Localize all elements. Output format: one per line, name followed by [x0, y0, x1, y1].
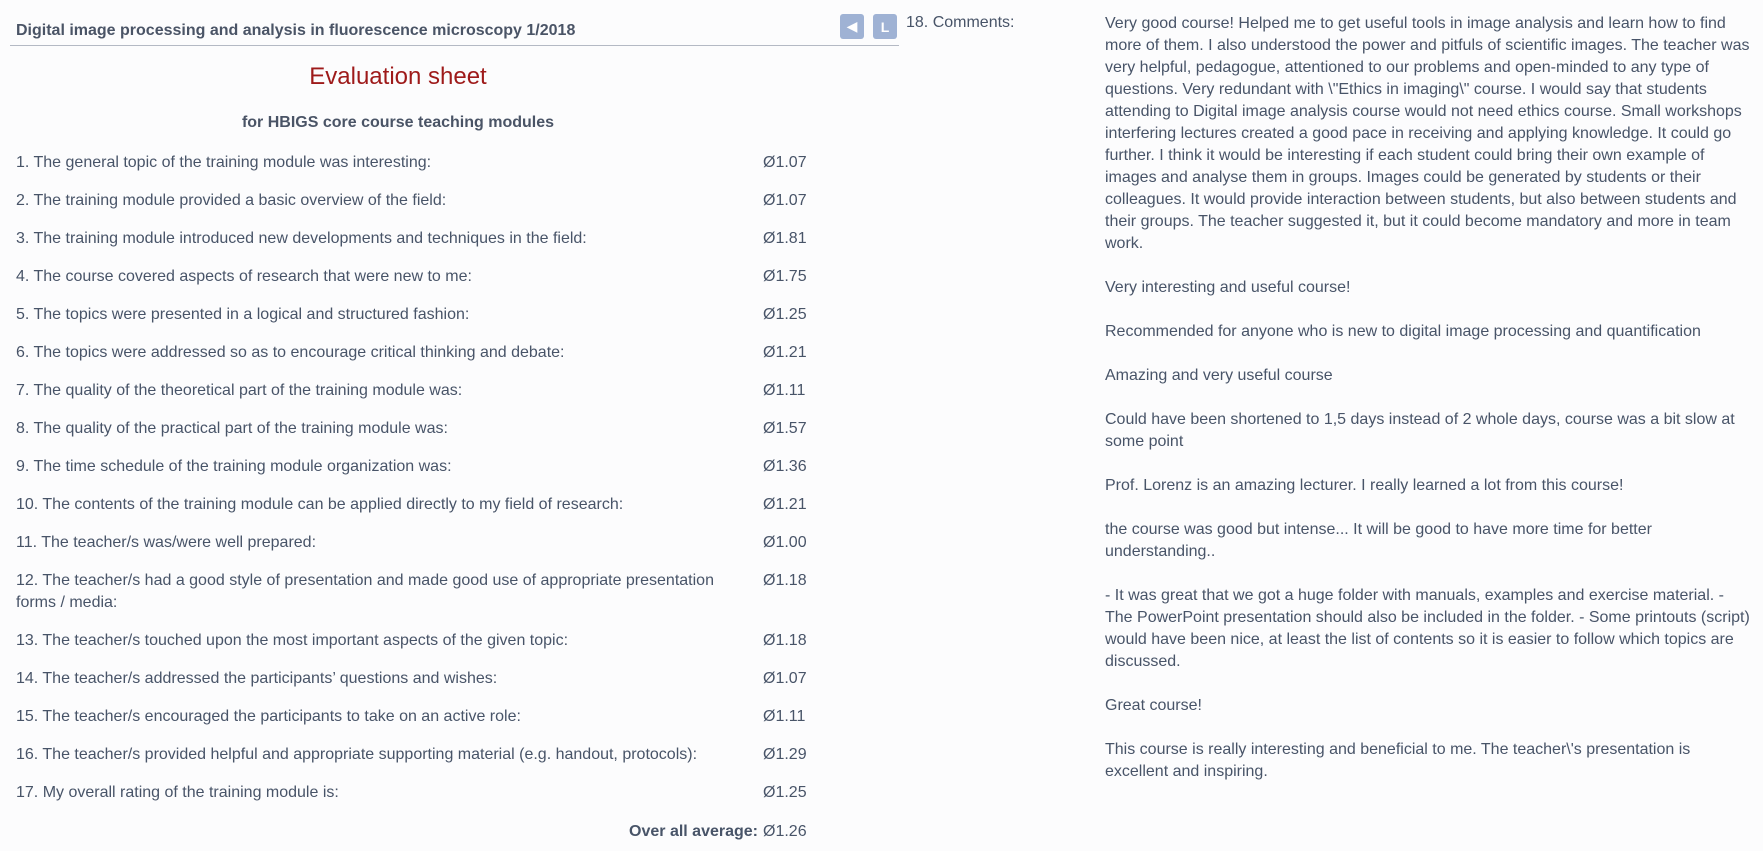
question-text: 13. The teacher/s touched upon the most important aspects of the given topic:	[16, 632, 569, 649]
triangle-left-icon: ◀	[846, 18, 858, 34]
question-score: Ø1.07	[763, 192, 807, 209]
question-score: Ø1.36	[763, 458, 807, 475]
question-text: 9. The time schedule of the training module organization was:	[16, 458, 452, 475]
question-score: Ø1.29	[763, 746, 807, 763]
question-text: 4. The course covered aspects of research that were new to me:	[16, 268, 472, 285]
question-text: 8. The quality of the practical part of the training module was:	[16, 420, 448, 437]
comments-list	[1105, 13, 1750, 805]
comment-item: Recommended for anyone who is new to digital image processing and quantification	[1105, 323, 1701, 340]
comment-item: Prof. Lorenz is an amazing lecturer. I really learned a lot from this course!	[1105, 477, 1624, 494]
comment-item: Amazing and very useful course	[1105, 367, 1333, 384]
question-score: Ø1.07	[763, 670, 807, 687]
last-page-button[interactable]: L	[873, 14, 897, 39]
question-text: 11. The teacher/s was/were well prepared:	[16, 534, 317, 551]
question-text: 6. The topics were addressed so as to encourage critical thinking and debate:	[16, 344, 565, 361]
question-score: Ø1.75	[763, 268, 807, 285]
question-score: Ø1.81	[763, 230, 807, 247]
question-score: Ø1.11	[763, 382, 806, 399]
evaluation-sheet-panel	[10, 0, 900, 851]
course-title: Digital image processing and analysis in fluorescence microscopy 1/2018	[16, 22, 576, 39]
question-text: 5. The topics were presented in a logical and structured fashion:	[16, 306, 470, 323]
question-text: 12. The teacher/s had a good style of presentation and made good use of appropriate presentation forms / media:	[16, 572, 714, 611]
question-text: 2. The training module provided a basic overview of the field:	[16, 192, 447, 209]
comment-item: the course was good but intense... It will be good to have more time for better understanding..	[1105, 521, 1652, 560]
question-text: 16. The teacher/s provided helpful and appropriate supporting material (e.g. handout, protocols):	[16, 746, 698, 763]
comment-item: - It was great that we got a huge folder with manuals, examples and exercise material. - The PowerPoint presentation should also be included in the folder. - Some printouts (script) would have been nice, at least the list of contents so it is easier to follow which topics are discussed.	[1105, 587, 1750, 670]
question-score: Ø1.18	[763, 572, 807, 589]
comment-item: Very interesting and useful course!	[1105, 279, 1351, 296]
question-score: Ø1.07	[763, 154, 807, 171]
question-score: Ø1.25	[763, 784, 807, 801]
comment-item: Great course!	[1105, 697, 1202, 714]
question-text: 14. The teacher/s addressed the participants’ questions and wishes:	[16, 670, 498, 687]
comments-label: 18. Comments:	[906, 14, 1015, 31]
comment-item: Could have been shortened to 1,5 days instead of 2 whole days, course was a bit slow at some point	[1105, 411, 1735, 450]
question-score: Ø1.21	[763, 344, 807, 361]
previous-page-button[interactable]	[840, 14, 864, 39]
question-text: 17. My overall rating of the training module is:	[16, 784, 339, 801]
page-subtitle: for HBIGS core course teaching modules	[241, 114, 555, 131]
question-text: 10. The contents of the training module can be applied directly to my field of research:	[16, 496, 624, 513]
question-score: Ø1.18	[763, 632, 807, 649]
comment-item: Very good course! Helped me to get useful tools in image analysis and learn how to find more of them. I also understood the power and pitfuls of scientific images. The teacher was very helpful, pedagogue, attentioned to our problems and open-minded to any type of questions. Very redundant with \"Ethics in imaging\" course. I would say that students attending to Digital image analysis course would not need ethics course. Small workshops interfering lectures created a good pace in receiving and applying knowledge. It could go further. I think it would be interesting if each student could bring their own example of images and analyse them in groups. Images could be generated by students or their colleagues. It would provide interaction between students, but also between students and their groups. The teacher suggested it, but it could become mandatory and more in team work.	[1105, 15, 1750, 252]
question-text: 1. The general topic of the training module was interesting:	[16, 154, 432, 171]
question-score: Ø1.11	[763, 708, 806, 725]
course-header	[10, 10, 899, 46]
question-score: Ø1.21	[763, 496, 807, 513]
question-score: Ø1.00	[763, 534, 807, 551]
overall-average-score: Ø1.26	[763, 823, 807, 840]
question-score: Ø1.57	[763, 420, 807, 437]
question-text: 7. The quality of the theoretical part of the training module was:	[16, 382, 463, 399]
question-score: Ø1.25	[763, 306, 807, 323]
overall-average-label: Over all average:	[629, 823, 758, 840]
question-text: 3. The training module introduced new developments and techniques in the field:	[16, 230, 587, 247]
page-title: Evaluation sheet	[309, 63, 487, 90]
comment-item: This course is really interesting and beneficial to me. The teacher\'s presentation is excellent and inspiring.	[1105, 741, 1691, 780]
question-text: 15. The teacher/s encouraged the participants to take on an active role:	[16, 708, 521, 725]
